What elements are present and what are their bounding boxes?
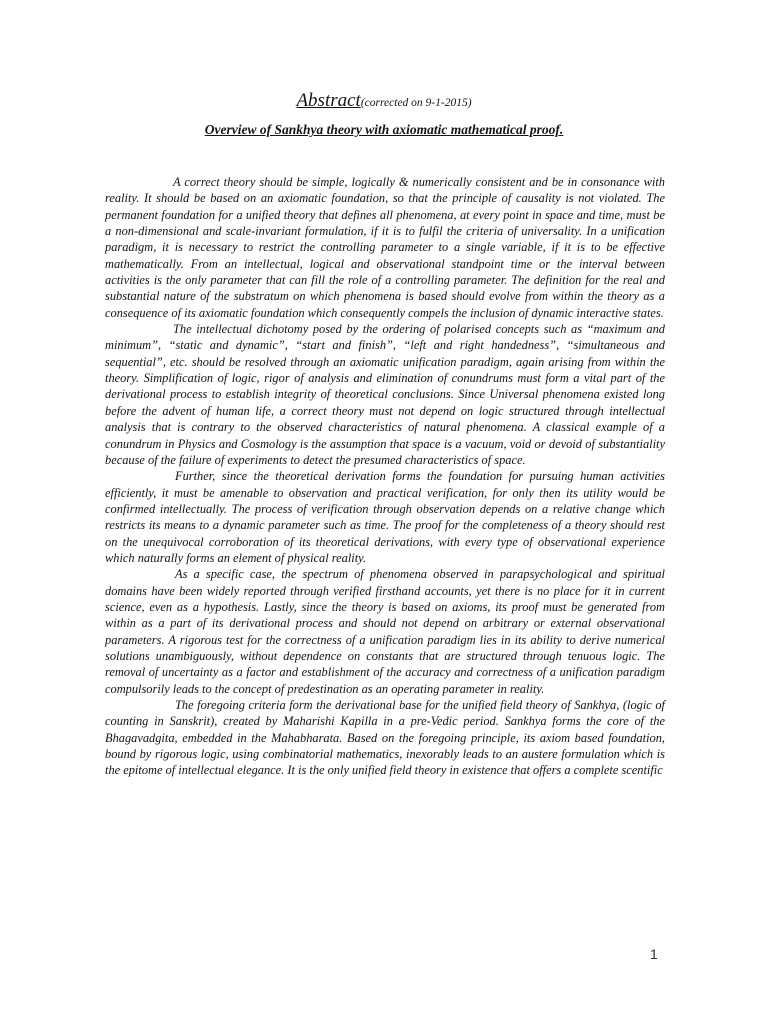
paragraph-4: As a specific case, the spectrum of phenomena observed in parapsychological and spiritual domains have been widely reported through verified firsthand accounts, yet there is no place for it in current science, even as a hypothesis. Lastly, since the theory is based on axioms, its proof must be generated from within as a part of its derivational process and should not depend on arbitrary or external observational parameters. A rigorous test for the correctness of a unification paradigm lies in its ability to derive numerical solutions unambiguously, without dependence on constants that are structured through tenuous logic. The removal of uncertainty as a factor and establishment of the accuracy and correctness of a unification paradigm compulsorily leads to the concept of predestination as an operating parameter in reality. bbox=[105, 567, 665, 696]
document-subtitle: Overview of Sankhya theory with axiomatic mathematical proof. bbox=[204, 122, 564, 137]
correction-note: (corrected on 9-1-2015) bbox=[360, 97, 472, 109]
paragraph-1: A correct theory should be simple, logically & numerically consistent and be in consonance with reality. It should be based on an axiomatic foundation, so that the principle of causality is not violated. The permanent foundation for a unified theory that defines all phenomena, at every point in space and time, must be a non-dimensional and scale-invariant formulation, if it is to fulfil the criteria of universality. In a unification paradigm, it is necessary to restrict the controlling parameter to a single variable, if it is to be effective mathematically. From an intellectual, logical and observational standpoint time or the interval between activities is the only parameter that can fill the role of a controlling parameter. The definition for the real and substantial nature of the substratum on which phenomena is based should evolve from within the theory as a consequence of its axiomatic foundation which consequently compels the inclusion of dynamic interactive states. bbox=[105, 175, 665, 320]
paragraph-3: Further, since the theoretical derivation forms the foundation for pursuing human activities efficiently, it must be amenable to observation and practical verification, for only then its utility would be confirmed intellectually. The process of verification through observation depends on a relative change which restricts its means to a dynamic parameter such as time. The proof for the completeness of a theory should rest on the unequivocal corroboration of its theoretical derivations, with every type of observational experience which naturally forms an element of physical reality. bbox=[105, 469, 665, 565]
abstract-header bbox=[0, 90, 768, 112]
abstract-title: Abstract bbox=[296, 90, 361, 111]
paragraph-2: The intellectual dichotomy posed by the ordering of polarised concepts such as “maximum and minimum”, “static and dynamic”, “start and finish”, “left and right handedness”, “simultaneous and sequential”, etc. should be resolved through an axiomatic unification paradigm, again arising from within the theory. Simplification of logic, rigor of analysis and elimination of conundrums must form a vital part of the derivational process to establish integrity of theoretical conclusions. Since Universal phenomena existed long before the advent of human life, a correct theory must not depend on logic structured through intellectual analysis that is contrary to the observed characteristics of natural phenomena. A classical example of a conundrum in Physics and Cosmology is the assumption that space is a vacuum, void or devoid of substantiality because of the failure of experiments to detect the presumed characteristics of space. bbox=[105, 322, 665, 467]
paragraph-5: The foregoing criteria form the derivational base for the unified field theory of Sankhya, (logic of counting in Sanskrit), created by Maharishi Kapilla in a pre-Vedic period. Sankhya forms the core of the Bhagavadgita, embedded in the Mahabharata. Based on the foregoing principle, its axiom based foundation, bound by rigorous logic, using combinatorial mathematics, inexorably leads to an austere formulation which is the epitome of intellectual elegance. It is the only unified field theory in existence that offers a complete scentific bbox=[105, 698, 665, 778]
page-number: 1 bbox=[650, 946, 658, 962]
abstract-body bbox=[105, 174, 665, 779]
